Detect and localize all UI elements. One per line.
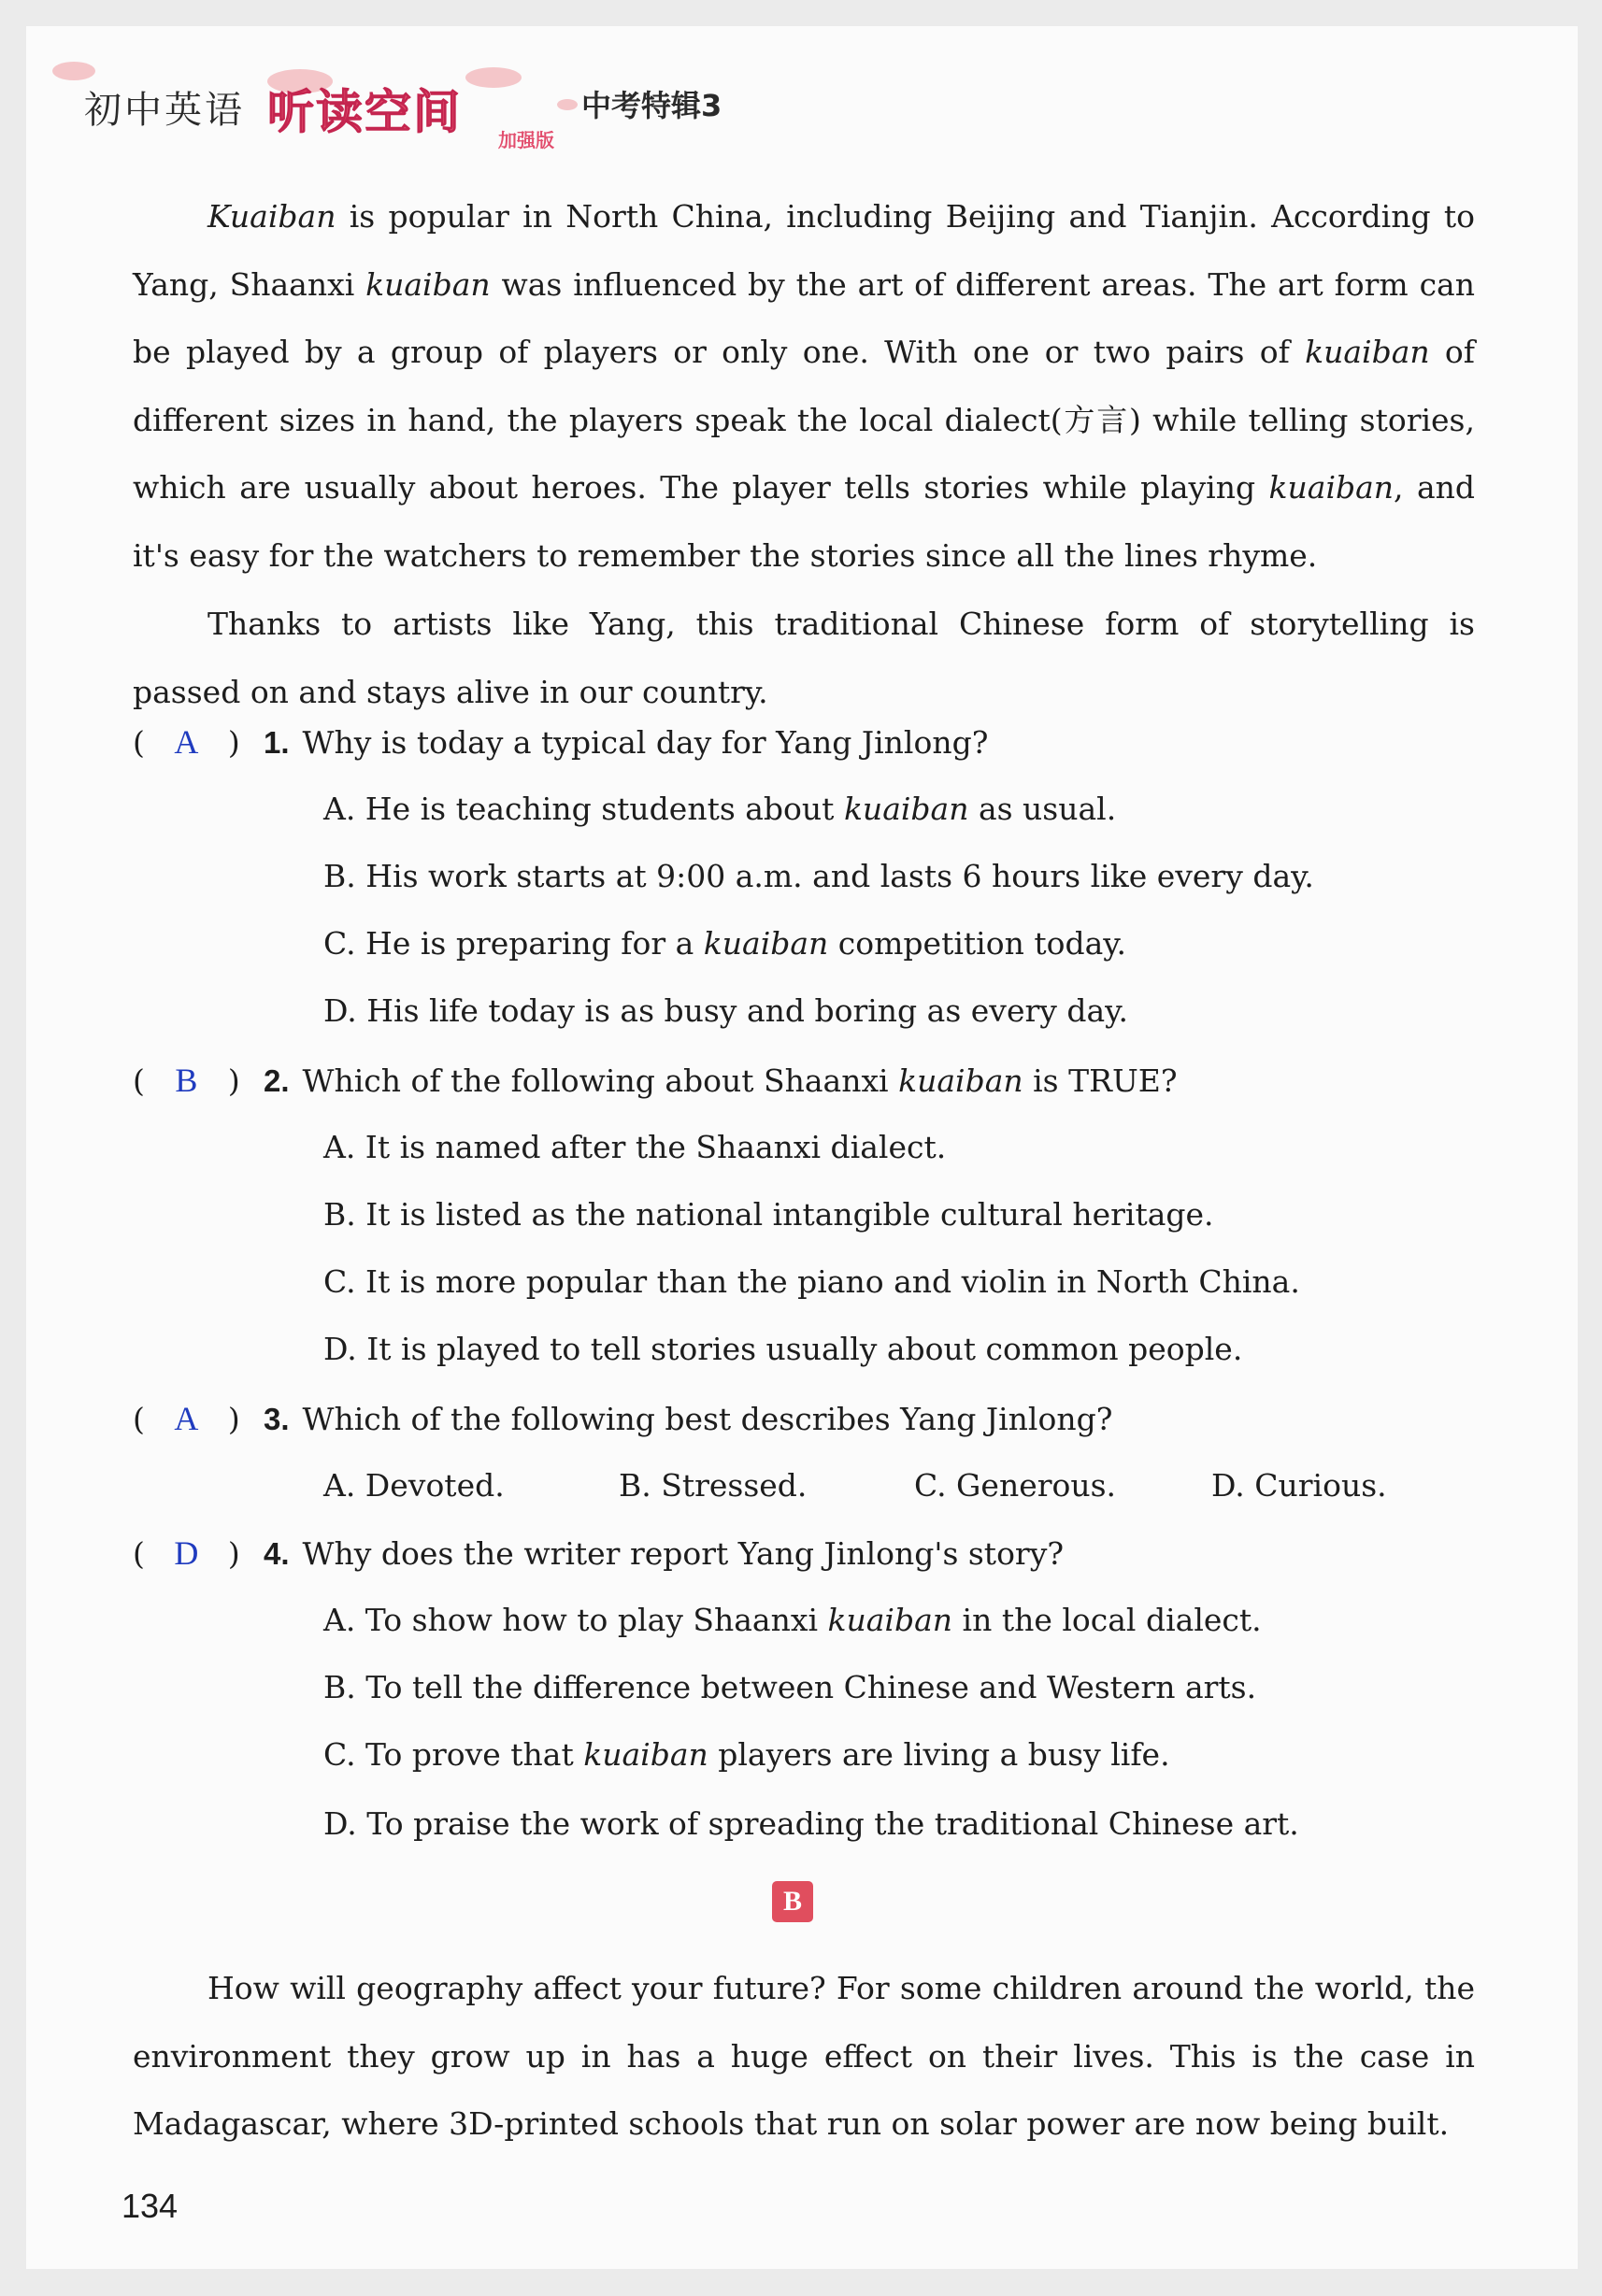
passage-a-paragraph-2: Thanks to artists like Yang, this traditional Chinese form of storytelling is passed on and stays alive in our country. [133, 606, 1475, 710]
question-3-option-c: C. Generous. [914, 1467, 1117, 1504]
question-4: ( D ) 4. Why does the writer report Yang Jinlong's story? [133, 1534, 1065, 1572]
cloud-decoration-icon [52, 62, 95, 80]
question-3-option-a: A. Devoted. [323, 1467, 505, 1504]
question-4-option-d: D. To praise the work of spreading the traditional Chinese art. [323, 1805, 1299, 1842]
passage-a-paragraph-1: Kuaiban is popular in North China, including Beijing and Tianjin. According to Yang, Shaanxi kuaiban was influenced by the art of different areas. The art form can be played by a group of players or only one. With one or two pairs of kuaiban of different sizes in hand, the players speak the local dialect(方言) while telling stories, which are usually about heroes. The player tells stories while playing kuaiban, and it's easy for the watchers to remember the stories since all the lines rhyme. [133, 198, 1475, 574]
question-1-option-a: A. He is teaching students about kuaiban as usual. [323, 791, 1117, 827]
question-1-option-d: D. His life today is as busy and boring as every day. [323, 992, 1128, 1029]
question-2-option-d: D. It is played to tell stories usually about common people. [323, 1331, 1243, 1367]
question-1-option-c: C. He is preparing for a kuaiban competition today. [323, 925, 1127, 962]
brand-logo-subtitle: 加强版 [498, 129, 554, 151]
question-1-option-b: B. His work starts at 9:00 a.m. and lasts 6 hours like every day. [323, 858, 1314, 894]
page-header [26, 26, 1578, 151]
question-4-option-c: C. To prove that kuaiban players are living a busy life. [323, 1736, 1170, 1773]
keyword: kuaiban [1268, 469, 1395, 506]
answer-4: D [174, 1534, 199, 1572]
textbook-page [26, 26, 1578, 2269]
keyword: Kuaiban [207, 198, 336, 235]
question-2-option-b: B. It is listed as the national intangible cultural heritage. [323, 1196, 1214, 1233]
answer-3: A [174, 1400, 199, 1437]
question-2-option-a: A. It is named after the Shaanxi dialect. [323, 1129, 947, 1165]
question-2-option-c: C. It is more popular than the piano and violin in North China. [323, 1263, 1300, 1300]
section-b-badge: B [772, 1881, 813, 1922]
passage-b-paragraph-1: How will geography affect your future? For some children around the world, the environment they grow up in has a huge effect on their lives. This is the case in Madagascar, where 3D-printed schools that run on solar power are now being built. [133, 1970, 1475, 2142]
special-edition-label: 中考特辑3 [581, 88, 722, 123]
keyword: kuaiban [365, 265, 491, 303]
question-4-option-b: B. To tell the difference between Chinese and Western arts. [323, 1669, 1257, 1705]
question-3: ( A ) 3. Which of the following best describes Yang Jinlong? [133, 1400, 1113, 1437]
page-number: 134 [122, 2187, 179, 2225]
cloud-decoration-icon [465, 67, 522, 88]
answer-1: A [174, 723, 199, 761]
brand-logo: 听读空间 [267, 85, 462, 139]
question-1: ( A ) 1. Why is today a typical day for Yang Jinlong? [133, 723, 989, 761]
question-1-stem: Why is today a typical day for Yang Jinlong? [302, 724, 989, 761]
question-2: ( B ) 2. Which of the following about Shaanxi kuaiban is TRUE? [133, 1062, 1178, 1099]
keyword: kuaiban [1305, 334, 1430, 370]
answer-2: B [175, 1062, 198, 1099]
series-title: 初中英语 [84, 89, 245, 132]
question-3-option-b: B. Stressed. [619, 1467, 808, 1504]
question-4-option-a: A. To show how to play Shaanxi kuaiban in the local dialect. [323, 1602, 1262, 1638]
question-3-option-d: D. Curious. [1211, 1467, 1387, 1504]
cloud-decoration-icon [557, 99, 578, 110]
